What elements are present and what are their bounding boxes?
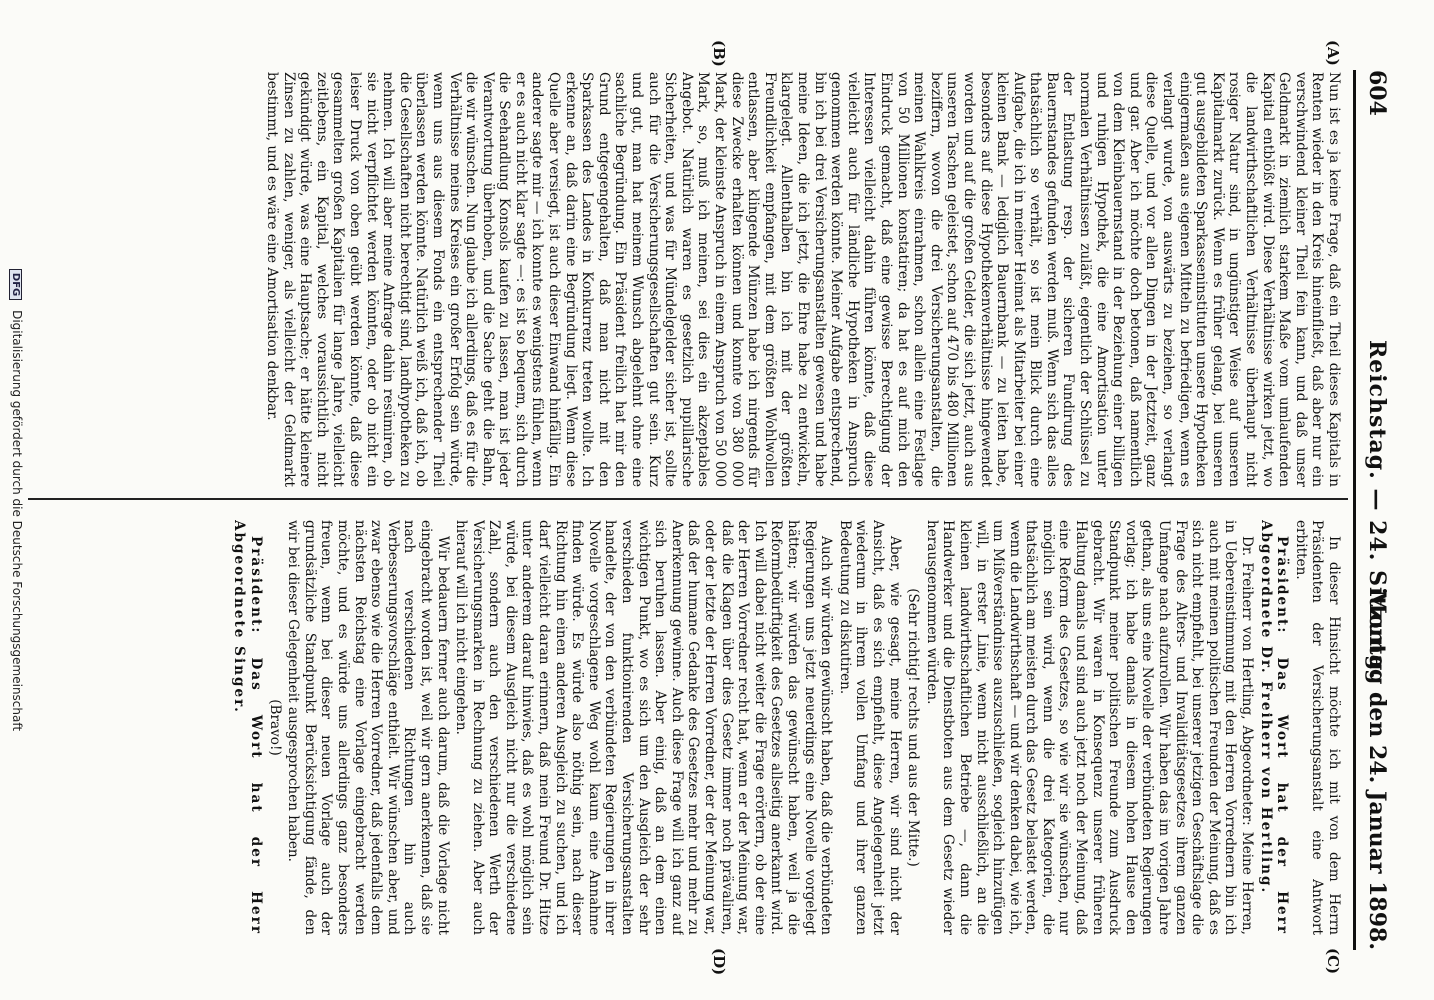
right-paragraph-7: Wir bedauern ferner auch darum, daß die Vorlage nicht eingebracht worden ist, weil wir gern anerkennen, daß sie nach verschiedenen Richtungen hin auch Verbesserungsvorschläge enthielt. Wir wünschen aber, und zwar ebenso wie die Herren Vorredner, daß jedenfalls dem nächsten Reichstag eine Vorlage eingebracht werden möchte, und es würde uns allerdings ganz besonders freuen, wenn bei dieser neuen Vorlage auch der grundsätzliche Standpunkt Berücksichtigung fände, den wir bei dieser Gelegenheit ausgesprochen haben. <box>285 520 451 935</box>
right-text-column <box>42 520 1342 935</box>
margin-marker-a: (A) <box>1324 40 1342 66</box>
left-text-column <box>42 72 1342 487</box>
margin-marker-d: (D) <box>710 948 728 976</box>
right-paragraph-1: In dieser Hinsicht möchte ich mit von dem Herrn Präsidenten der Versicherungsanstalt eine Antwort erbitten. <box>1292 520 1342 935</box>
right-paragraph-6: Auch wir würden gewünscht haben, daß die verbündeten Regierungen uns jetzt neuerdings eine Novelle vorgelegt hätten; wir würden das gewünscht haben, weil ja die Reformbedürftigkeit des Gesetzes allseitig anerkannt wird. Ich will dabei nicht weiter die Frage erörtern, ob der eine der Herren Vorredner recht hat, wenn er der Meinung war, daß die Klagen über dies Gesetz immer noch prävaliren, oder der letzte der Herren Vorredner, der der Meinung war, daß der humane Gedanke des Gesetzes mehr und mehr zu Anerkennung gewinne. Auch diese Frage will ich ganz auf sich beruhen lassen. Aber einig, daß an dem einen wichtigen Punkt, wo es sich um den Ausgleich der sehr verschieden funktionirenden Versicherungsanstalten handelte, der von den verbündeten Regierungen in ihrer Novelle vorgeschlagene Weg wohl kaum eine Annahme finden würde. Es würde also nöthig sein, nach dieser Richtung hin einen anderen Ausgleich zu suchen, und ich darf vielleicht daran erinnern, daß mein Freund Dr. Hitze unter anderem darauf hinwies, daß es wohl möglich sein würde, bei diesem Ausgleich nicht nur die verschiedene Zahl, sondern auch den verschiedenen Werth der Versicherungsmarken in Rechnung zu ziehen. Aber auch hierauf will ich nicht eingehen. <box>453 520 835 935</box>
credit-text: Digitalisierung gefördert durch die Deutsche Forschungsgemeinschaft <box>10 310 24 732</box>
margin-marker-b: (B) <box>710 40 728 67</box>
session-date: Montag den 24. Januar 1898. <box>1364 589 1390 950</box>
page-header <box>1353 70 1396 950</box>
digitization-credit <box>4 0 24 1000</box>
margin-marker-c: (C) <box>1324 948 1342 975</box>
interjection-applause: (Sehr richtig! rechts und aus der Mitte.) <box>905 588 922 867</box>
left-paragraph-1: Nun ist es ja keine Frage, daß ein Theil dieses Kapitals in Renten wieder in den Kreis hineinfließt, daß aber nur ein verschwindend kleiner Theil fein kann, und daß unser Geldmarkt in ziemlich starkem Maße vom umlaufenden Kapital entblößt wird. Diese Verhältnisse wirken jetzt, wo die landwirthschaftlichen Verhältnisse überhaupt nicht rosiger Natur sind, in ungünstiger Weise auf unseren Kapitalmarkt zurück. Wenn es früher gelang, bei unseren gut ausgebildeten Sparkasseninstituten unsere Hypotheken einigermaßen aus eigenen Mitteln zu befriedigen, wenn es verlangt wurde, von auswärts zu beziehen, so verlangt diese Quelle, und vor allen Dingen in der Jetztzeit, ganz und gar. Aber ich möchte doch betonen, daß namentlich von dem Kleinbauernstand in der Beziehung einer billigen und ruhigen Hypothek, die eine Amortisation unter normalen Verhältnissen zuläßt, eigentlich der Schlüssel zu der Entlastung resp. der sicheren Fundirung des Bauernstandes gefunden werden muß. Wenn sich das alles thatsächlich so verhält, so ist mein Blick durch eine Aufgabe, die ich in meiner Heimat als Mitarbeiter bei einer kleinen Bank — lediglich Bauernbank — zu leiten habe, besonders auf diese Hypothekenverhältnisse hingewendet worden und auf die großen Gelder, die sich jetzt, auch aus unseren Taschen geleistet, schon auf 470 bis 480 Millionen beziffern, wovon die drei Versicherungsanstalten, die meinen Wahlkreis einrahmen, schon allein eine Festlage von 50 Millionen konstatiren; da hat es auf mich den Eindruck gemacht, daß eine gewisse Berechtigung der Interessen vielleicht dahin führen könnte, daß diese vielleicht auch für ländliche Hypotheken in Anspruch genommen werden könnte. Meiner Aufgabe entsprechend, bin ich bei drei Versicherungsanstalten gewesen und habe meine Ideen, die ich jetzt, die Ehre habe zu entwickeln, klargelegt. Allenthalben bin ich mit der größten Freundlichkeit empfangen, mit dem größten Wohlwollen entlassen, aber klingende Münzen habe ich nirgends für diese Zwecke erhalten können und konnte von 380 000 Mark, der kleinste Anspruch in einem Anspruch von 50 000 Mark, so, muß ich meinen, sei dies ein akzeptables Angebot. Natürlich waren es gesetzlich pupillarische Sicherheiten, und was für Mündelgelder sicher ist, sollte auch für die Versicherungsgesellschaften gut sein. Kurz und gut, man hat meinem Wunsch abgelehnt ohne eine sachliche Begründung. Ein Präsident freilich hat mir den Grund entgegengehalten, daß man nicht mit den Sparkassen des Landes in Konkurrenz treten wollte. Ich erkenne an, daß darin eine Begründung liegt. Wenn diese Quelle aber versiegt, ist auch dieser Einwand hinfällig. Ein anderer sagte mir — ich konnte es wenigstens fühlen, wenn er es auch nicht klar sagte —: es ist so bequem, sich durch die Seehandlung Konsols kaufen zu lassen, man ist jeder Verantwortung überhoben, und die Sache geht die Bahn, die wir wünschen. Nun glaube ich allerdings, daß es für die Verhältnisse meines Kreises ein großer Erfolg sein würde, wenn uns aus diesem Fonds ein entsprechender Theil überlassen werden könnte. Natürlich weiß ich, daß ich, ob die Gesellschaften nicht berechtigt sind, landhypotheken zu nehmen. Ich will aber meine Anfrage dahin resümiren, ob sie nicht verpflichtet werden könnten, oder ob nicht ein leiser Druck von oben geübt werden könnte, daß diese gesammelten großen Kapitalien für lange Jahre, vielleicht zeitlebens, ein Kapital, welches voraussichtlich nicht gekündigt würde, was eine Hauptsache; er hätte kleinere Zinsen zu zahlen, weniger, als vielleicht der Geldmarkt bestimmt, und es wäre eine Amortisation denkbar. <box>264 72 1342 487</box>
interjection-bravo: (Bravo!) <box>266 699 283 756</box>
hertling-speech: Dr. Freiherr von Hertling, Abgeordneter: Meine Herren, in Uebereinstimmung mit den Herren Vorrednern bin ich auch mit meinen politischen Freunden der Meinung, daß es sich nicht empfiehlt, bei unserer jetzigen Geschäftslage die Frage des Alters- und Invaliditätsgesetzes ihrem ganzen Umfange nach aufzurollen. Wir haben das im vorigen Jahre gethan, als uns eine Novelle der verbündeten Regierungen vorlag; ich habe damals in diesem hohen Hause den Standpunkt meiner politischen Freunde zum Ausdruck gebracht. Wir waren in Konsequenz unserer früheren Haltung damals und sind auch jetzt noch der Meinung, daß eine Reform des Gesetzes, so wie wir sie wünschen, nur möglich sein wird, wenn die drei Kategorien, die thatsächlich am meisten durch das Gesetz belastet werden, wenn die Landwirthschaft — und wir denken dabei, wie ich, um Mißverständnisse auszuschließen, sogleich hinzufügen will, in erster Linie, wenn nicht ausschließlich, an die kleinen landwirthschaftlichen Betriebe —, dann die Handwerker und die Dienstboten aus dem Gesetz wieder herausgenommen würden. <box>923 520 1256 935</box>
president-speech-2: Präsident: Das Wort hat der Herr Abgeordnete Singer. <box>231 520 264 935</box>
right-paragraph-5: Aber, wie gesagt, meine Herren, wir sind nicht der Ansicht, daß es sich empfiehlt, diese Angelegenheit jetzt wiederum in ihrem vollen Umfang und ihrer ganzen Bedeutung zu diskutiren. <box>836 520 903 935</box>
president-speech-1: Präsident: Das Wort hat der Herr Abgeordnete Dr. Freiherr von Hertling. <box>1257 520 1291 935</box>
column-divider <box>28 498 1348 500</box>
dfg-logo: DFG <box>9 269 22 300</box>
running-title: Reichstag. — 24. Sitzung. <box>1364 339 1390 681</box>
page-number: 604 <box>1364 70 1390 116</box>
